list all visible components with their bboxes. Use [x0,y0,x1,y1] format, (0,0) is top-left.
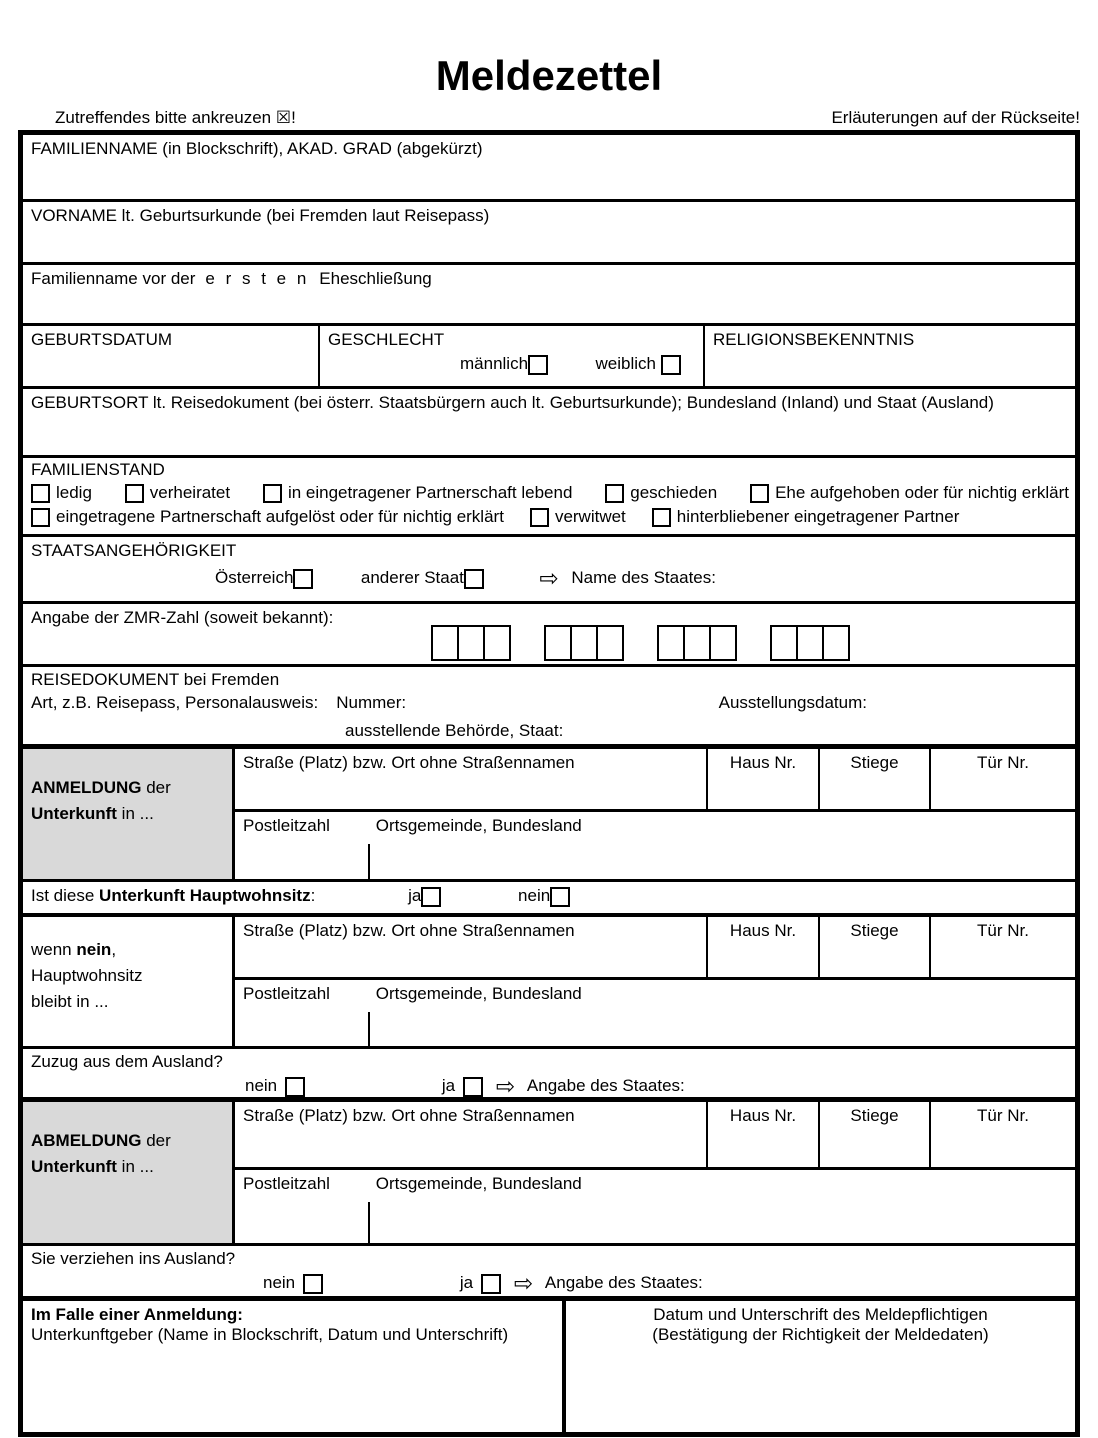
bestaetigung-label: (Bestätigung der Richtigkeit der Meldedaten) [652,1325,989,1344]
familienstand-label: FAMILIENSTAND [31,460,165,479]
back-note: Erläuterungen auf der Rückseite! [831,108,1080,127]
wenn-nein-block [23,917,1075,1049]
plz-label: Postleitzahl [243,984,330,1003]
name-vor-ehe-pre: Familienname vor der [31,269,196,288]
abmeldung-address [235,1102,1075,1243]
checkbox-zuzug-nein[interactable] [285,1077,305,1097]
geburtsort-field[interactable] [23,389,1075,458]
stiege-label: Stiege [850,1106,899,1125]
stiege-label: Stiege [850,753,899,772]
subtitle-row [18,108,1080,128]
anderer-staat-label: anderer Staat [360,567,464,587]
ort-label: Ortsgemeinde, Bundesland [375,816,582,835]
ja-label: ja [408,886,422,905]
anmeldung-plz-field[interactable] [235,812,1075,879]
checkbox-verheiratet[interactable] [125,484,144,503]
stiege-label: Stiege [850,921,899,940]
familienstand-option [530,507,626,527]
wenn-nein-plz-field[interactable] [235,980,1075,1046]
ehe-aufgehoben-label: Ehe aufgehoben oder für nichtig erklärt [775,483,1069,502]
reisedokument-label: REISEDOKUMENT bei Fremden [31,670,280,689]
zmr-group [431,625,511,661]
hausnr-label: Haus Nr. [729,753,797,772]
hw-pre: Ist diese [31,886,100,905]
arrow-right-icon: ⇨ [539,565,559,591]
zmr-digit-cell[interactable] [596,625,624,661]
checkbox-hauptwohnsitz-nein[interactable] [550,887,570,907]
abmeldung-address-top [235,1102,1075,1170]
zmr-group [770,625,850,661]
wenn-nein-address [235,917,1075,1046]
familienstand-option [605,483,717,503]
wn-line3: bleibt in ... [31,992,109,1011]
zmr-digit-cell[interactable] [709,625,737,661]
art-label: Art, z.B. Reisepass, Personalausweis: [31,693,319,712]
reisedokument-field [23,667,1075,749]
anmeldung-address-top [235,749,1075,812]
familienstand-line2 [23,503,1075,527]
behoerde-label: ausstellende Behörde, Staat: [345,721,564,740]
abmeldung-label [23,1102,235,1243]
checkbox-hauptwohnsitz-ja[interactable] [421,887,441,907]
familienstand-line1 [23,480,1075,503]
geburtsdatum-label: GEBURTSDATUM [31,330,173,349]
checkbox-verziehen-ja[interactable] [481,1274,501,1294]
hw-bold: Unterkunft Hauptwohnsitz [99,886,311,905]
religion-label: RELIGIONSBEKENNTNIS [713,330,915,349]
zmr-digit-cell[interactable] [570,625,598,661]
abmeldung-strasse-field[interactable] [235,1102,706,1167]
geschlecht-label: GESCHLECHT [328,330,445,349]
zmr-digit-cell[interactable] [770,625,798,661]
zuzug-options [23,1075,1075,1098]
wn-bold: nein [76,940,112,959]
zuzug-question: Zuzug aus dem Ausland? [31,1052,223,1071]
tuernr-label: Tür Nr. [977,753,1029,772]
familienname-field[interactable] [23,135,1075,202]
checkbox-zuzug-ja[interactable] [463,1077,483,1097]
wn-pre: wenn [31,940,77,959]
meldezettel-form [18,130,1080,1437]
checkbox-maennlich[interactable] [528,355,548,375]
checkbox-geschieden[interactable] [605,484,624,503]
hw-nein-option [518,886,570,905]
hinterbliebener-label: hinterbliebener eingetragener Partner [676,507,960,527]
hauptwohnsitz-question [31,886,315,905]
birth-row [23,326,1075,389]
datum-unterschrift-label: Datum und Unterschrift des Meldepflichtigen [653,1305,988,1324]
wenn-nein-hausnr-field[interactable] [706,917,818,977]
checkbox-verwitwet[interactable] [530,508,549,527]
name-vor-ehe-label [23,265,1075,289]
name-vor-ehe-spaced: e r s t e n [205,269,310,288]
abmeldung-stiege-field[interactable] [818,1102,929,1167]
vorname-label: VORNAME lt. Geburtsurkunde (bei Fremden laut Reisepass) [31,206,490,225]
anmeldung-bold: ANMELDUNG [31,778,142,797]
zmr-digit-cell[interactable] [457,625,485,661]
partnerschaft-label: in eingetragener Partnerschaft lebend [287,483,573,502]
familienstand-option [263,483,572,503]
tuernr-label: Tür Nr. [977,1106,1029,1125]
zmr-digit-cell[interactable] [683,625,711,661]
zmr-digit-cell[interactable] [431,625,459,661]
wenn-nein-stiege-field[interactable] [818,917,929,977]
maennlich-label: männlich [460,354,529,373]
name-vor-ehe-field[interactable] [23,265,1075,326]
familienname-label: FAMILIENNAME (in Blockschrift), AKAD. GRAD (abgekürzt) [31,139,483,158]
vorname-field[interactable] [23,202,1075,265]
anmeldung-strasse-field[interactable] [235,749,706,809]
strasse-label: Straße (Platz) bzw. Ort ohne Straßennamen [243,1106,575,1125]
anmeldung-block [23,749,1075,882]
wn-line2: Hauptwohnsitz [31,966,143,985]
zmr-digit-cell[interactable] [483,625,511,661]
checkbox-eingetragene-partnerschaft[interactable] [263,484,282,503]
unterkunftgeber-label: Unterkunftgeber (Name in Blockschrift, Datum und Unterschrift) [31,1325,509,1344]
name-des-staates-label: Name des Staates: [571,567,716,587]
arrow-right-icon: ⇨ [513,1270,534,1296]
unterkunft-bold: Unterkunft [31,1157,117,1176]
verziehen-question: Sie verziehen ins Ausland? [31,1249,236,1268]
zmr-field [23,604,1075,667]
strasse-label: Straße (Platz) bzw. Ort ohne Straßennamen [243,753,575,772]
ja-label: ja [459,1272,474,1292]
meldepflichtiger-signature-field[interactable] [566,1301,1075,1432]
ledig-label: ledig [56,483,92,502]
geschlecht-options [328,354,695,375]
plz-divider [368,1012,370,1046]
angabe-staates-label: Angabe des Staates: [544,1272,703,1292]
ausstellungsdatum-label: Ausstellungsdatum: [718,693,867,712]
checkbox-hinterbliebener-partner[interactable] [652,508,671,527]
zmr-label: Angabe der ZMR-Zahl (soweit bekannt): [31,608,334,627]
weiblich-label: weiblich [595,354,656,373]
staatsangehoerigkeit-field [23,537,1075,604]
nummer-label: Nummer: [336,693,407,712]
checkbox-partnerschaft-aufgeloest[interactable] [31,508,50,527]
hausnr-label: Haus Nr. [729,1106,797,1125]
hw-post: : [310,886,316,905]
anmeldung-address [235,749,1075,879]
plz-divider [368,1202,370,1243]
checkbox-ledig[interactable] [31,484,50,503]
nein-label: nein [518,886,551,905]
wenn-nein-address-top [235,917,1075,980]
nein-label: nein [245,1075,278,1095]
zmr-digit-cell[interactable] [657,625,685,661]
checkbox-oesterreich[interactable] [293,569,313,589]
wenn-nein-strasse-field[interactable] [235,917,706,977]
familienstand-option [652,507,960,527]
staatsangehoerigkeit-label: STAATSANGEHÖRIGKEIT [31,541,237,560]
verziehen-row [23,1246,1075,1301]
checkbox-weiblich[interactable] [661,355,681,375]
hauptwohnsitz-question-row [23,882,1075,917]
arrow-right-icon: ⇨ [495,1073,516,1099]
zmr-digit-boxes [431,625,850,661]
unterkunft-rest: in ... [116,1157,154,1176]
abmeldung-plz-field[interactable] [235,1170,1075,1243]
angabe-staates-label: Angabe des Staates: [526,1075,685,1095]
zuzug-row [23,1049,1075,1102]
unterkunft-rest: in ... [116,804,154,823]
name-vor-ehe-post: Eheschließung [319,269,432,288]
anmeldung-label [23,749,235,879]
unterkunft-bold: Unterkunft [31,804,117,823]
hausnr-label: Haus Nr. [729,921,797,940]
plz-divider [368,844,370,879]
abmeldung-hausnr-field[interactable] [706,1102,818,1167]
familienstand-option [31,483,92,503]
verziehen-options [23,1272,1075,1295]
instruction-note: Zutreffendes bitte ankreuzen ☒! [55,108,296,127]
wenn-nein-tuernr-field[interactable] [929,917,1075,977]
zmr-group [544,625,624,661]
unterkunftgeber-signature-field[interactable] [23,1301,566,1432]
familienstand-field [23,458,1075,537]
im-falle-label: Im Falle einer Anmeldung: [31,1305,243,1324]
form-title: Meldezettel [435,52,663,99]
zmr-digit-cell[interactable] [544,625,572,661]
checkbox-ehe-aufgehoben[interactable] [750,484,769,503]
oesterreich-label: Österreich [215,567,294,587]
staatsangehoerigkeit-options [23,567,1075,590]
checkbox-verziehen-nein[interactable] [303,1274,323,1294]
abmeldung-rest: der [141,1131,171,1150]
zmr-digit-cell[interactable] [822,625,850,661]
reisedokument-line2 [23,690,1075,713]
wenn-nein-label [23,917,235,1046]
ort-label: Ortsgemeinde, Bundesland [375,1174,582,1193]
tuernr-label: Tür Nr. [977,921,1029,940]
checkbox-anderer-staat[interactable] [464,569,484,589]
verwitwet-label: verwitwet [554,507,626,527]
familienstand-option [125,483,230,503]
plz-label: Postleitzahl [243,1174,330,1193]
abmeldung-bold: ABMELDUNG [31,1131,142,1150]
anmeldung-rest: der [141,778,171,797]
zmr-group [657,625,737,661]
familienstand-option [750,483,1069,503]
abmeldung-tuernr-field[interactable] [929,1102,1075,1167]
hw-ja-option [408,886,441,905]
nein-label: nein [263,1272,296,1292]
ort-label: Ortsgemeinde, Bundesland [375,984,582,1003]
religion-field[interactable] [705,326,1075,386]
geburtsort-label: GEBURTSORT lt. Reisedokument (bei österr. Staatsbürgern auch lt. Geburtsurkunde); Bundesland (Inland) und Staat (Ausland) [31,393,994,412]
signature-section [23,1301,1075,1432]
ja-label: ja [441,1075,456,1095]
anmeldung-hausnr-field[interactable] [706,749,818,809]
anmeldung-stiege-field[interactable] [818,749,929,809]
verheiratet-label: verheiratet [149,483,231,502]
wn-post: , [111,940,117,959]
familienstand-option [31,507,504,527]
geburtsdatum-field[interactable] [23,326,320,386]
geschlecht-field [320,326,705,386]
zmr-digit-cell[interactable] [796,625,824,661]
strasse-label: Straße (Platz) bzw. Ort ohne Straßennamen [243,921,575,940]
anmeldung-tuernr-field[interactable] [929,749,1075,809]
partnerschaft-aufgeloest-label: eingetragene Partnerschaft aufgelöst oder für nichtig erklärt [56,507,504,527]
plz-label: Postleitzahl [243,816,330,835]
abmeldung-block [23,1102,1075,1246]
geschieden-label: geschieden [630,483,718,502]
